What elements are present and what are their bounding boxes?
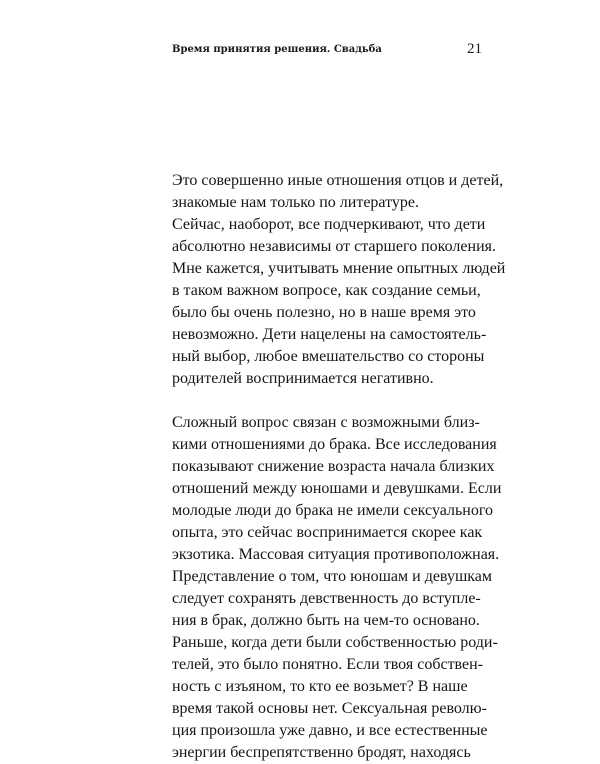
text-line: молодые люди до брака не имели сексуального	[172, 502, 493, 519]
text-line: опыта, это сейчас воспринимается скорее как	[172, 524, 483, 541]
text-line: знакомые нам только по литературе.	[172, 194, 419, 211]
text-line: невозможно. Дети нацелены на самостоятель-	[172, 326, 487, 343]
paragraph-1	[172, 170, 506, 390]
text-line: время такой основы нет. Сексуальная револю-	[172, 700, 487, 717]
text-line: Сейчас, наоборот, все подчеркивают, что дети	[172, 216, 486, 233]
text-line: Сложный вопрос связан с возможными близ-	[172, 414, 480, 431]
running-head-title: Время принятия решения. Свадьба	[172, 44, 382, 55]
text-line: следует сохранять девственность до вступле-	[172, 590, 481, 607]
text-line: Это совершенно иные отношения отцов и детей,	[172, 172, 504, 189]
text-line: ния в брак, должно быть на чем-то основано.	[172, 612, 480, 629]
text-line: абсолютно независимы от старшего поколения.	[172, 238, 496, 255]
text-line: было бы очень полезно, но в наше время это	[172, 304, 476, 321]
text-line: родителей воспринимается негативно.	[172, 370, 434, 387]
text-line: энергии беспрепятственно бродят, находясь	[172, 744, 471, 761]
text-line: экзотика. Массовая ситуация противоположная.	[172, 546, 500, 563]
text-line: показывают снижение возраста начала близких	[172, 458, 495, 475]
text-line: кими отношениями до брака. Все исследования	[172, 436, 497, 453]
text-line: в таком важном вопросе, как создание семьи,	[172, 282, 481, 299]
text-line: Раньше, когда дети были собственностью роди-	[172, 634, 498, 651]
text-line: ность с изъяном, то кто ее возьмет? В наше	[172, 678, 468, 695]
text-line: Представление о том, что юношам и девушкам	[172, 568, 493, 585]
text-line: Мне кажется, учитывать мнение опытных людей	[172, 260, 506, 277]
page-number: 21	[467, 41, 482, 57]
text-line: отношений между юношами и девушками. Если	[172, 480, 502, 497]
paragraph-2	[172, 412, 502, 764]
text-line: ция произошла уже давно, и все естественные	[172, 722, 488, 739]
text-line: телей, это было понятно. Если твоя собствен-	[172, 656, 484, 673]
text-line: ный выбор, любое вмешательство со стороны	[172, 348, 485, 365]
body-text	[172, 170, 506, 764]
